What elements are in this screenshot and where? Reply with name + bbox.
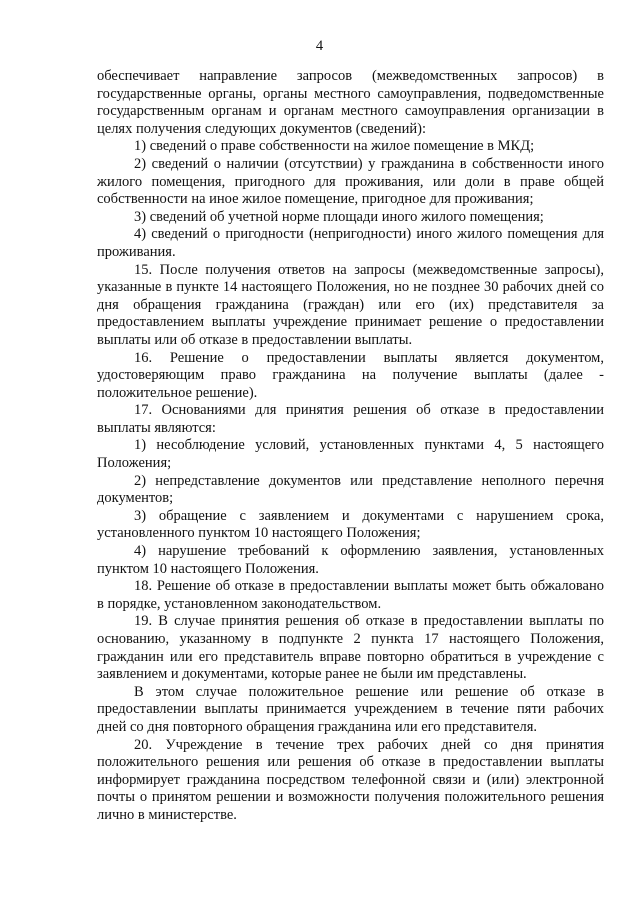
clause-15: 15. После получения ответов на запросы (межведомственные запросы), указанные в пункте 14 настоящего Положения, но не позднее 30 рабочих дней со дня обращения гражданина (граждан) или его (их) представителя за предоставлением выплаты учреждение принимает решение о предоставлении выплаты или об отказе в предоставлении выплаты. bbox=[97, 261, 604, 348]
clause-17: 17. Основаниями для принятия решения об отказе в предоставлении выплаты являются: bbox=[97, 402, 604, 436]
clause-19: 19. В случае принятия решения об отказе в предоставлении выплаты по основанию, указанному в подпункте 2 пункта 17 настоящего Положения, гражданин или его представитель вправе повторно обратиться в учреждение с заявлением и документами, которые ранее не были им представлены. bbox=[97, 613, 604, 683]
list-item: 2) непредставление документов или представление неполного перечня документов; bbox=[97, 472, 604, 507]
clause-20: 20. Учреждение в течение трех рабочих дней со дня принятия положительного решения или решения об отказе в предоставлении выплаты информирует гражданина посредством телефонной связи и (или) электронной почты о принятом решении и возможности получения положительного решения лично в министерстве. bbox=[97, 736, 604, 823]
clause-16: 16. Решение о предоставлении выплаты является документом, удостоверяющим право гражданина на получение выплаты (далее - положительное решение). bbox=[97, 349, 604, 401]
list-item: 1) сведений о праве собственности на жилое помещение в МКД; bbox=[134, 138, 535, 155]
list-item: 2) сведений о наличии (отсутствии) у гражданина в собственности иного жилого помещения, пригодного для проживания, или доли в праве общей собственности на иное жилое помещение, пригодное для проживания; bbox=[97, 155, 604, 208]
clause-18: 18. Решение об отказе в предоставлении выплаты может быть обжаловано в порядке, установленном законодательством. bbox=[97, 578, 604, 612]
list-item: 4) сведений о пригодности (непригодности) иного жилого помещения для проживания. bbox=[97, 226, 604, 260]
list-item: 3) сведений об учетной норме площади иного жилого помещения; bbox=[134, 208, 544, 225]
clause-19-continuation: В этом случае положительное решение или решение об отказе в предоставлении выплаты принимается учреждением в течение пяти рабочих дней со дня повторного обращения гражданина или его представителя. bbox=[97, 683, 604, 735]
page-number: 4 bbox=[315, 38, 324, 54]
list-item: 4) нарушение требований к оформлению заявления, установленных пунктом 10 настоящего Положения. bbox=[97, 543, 604, 577]
document-body bbox=[97, 68, 604, 825]
paragraph-intro: обеспечивает направление запросов (межведомственных запросов) в государственные органы, органы местного самоуправления, подведомственные государственным органам и органам местного самоуправления организации в целях получения следующих документов (сведений): bbox=[97, 68, 604, 137]
list-item: 3) обращение с заявлением и документами с нарушением срока, установленного пунктом 10 настоящего Положения; bbox=[97, 507, 604, 542]
list-item: 1) несоблюдение условий, установленных пунктами 4, 5 настоящего Положения; bbox=[97, 437, 604, 472]
